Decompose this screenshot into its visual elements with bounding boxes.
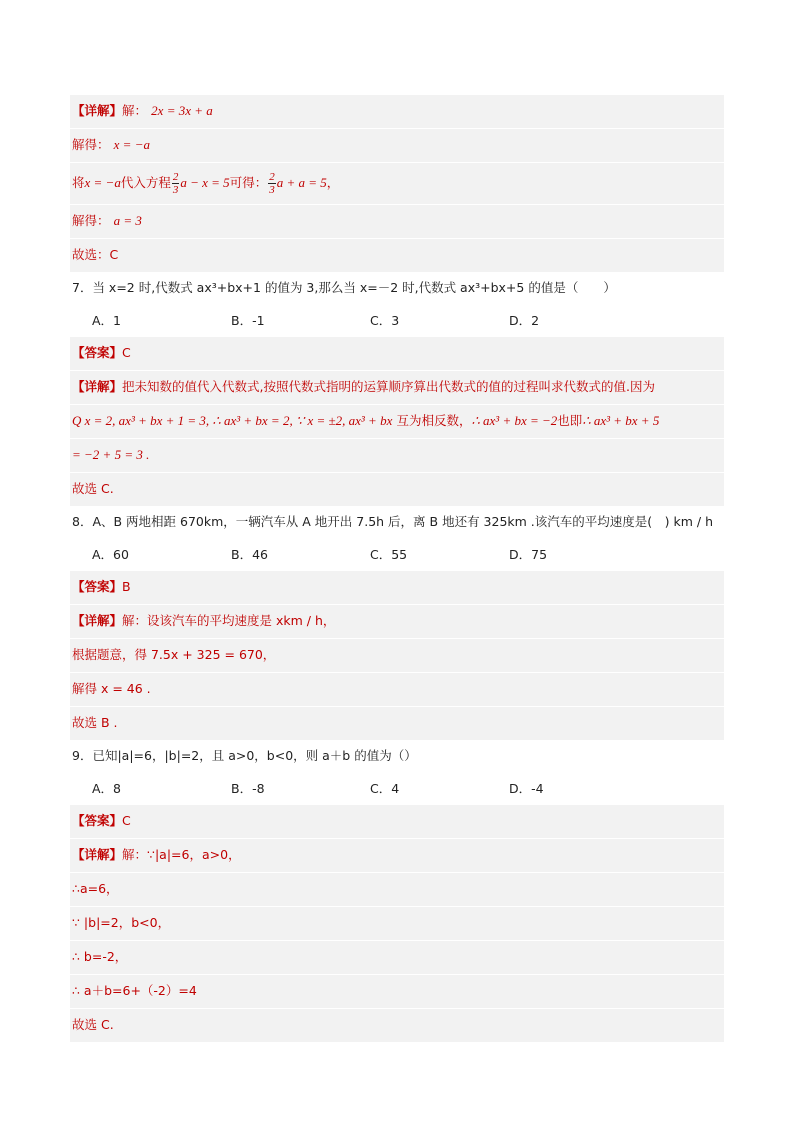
q6-conclusion bbox=[70, 239, 724, 272]
detail-tag: 【详解】 bbox=[72, 613, 123, 628]
answer-value: B bbox=[122, 579, 131, 594]
equation: 2x = 3x + a bbox=[151, 103, 213, 118]
detail-text: 解得： bbox=[72, 137, 110, 152]
option-b: B．46 bbox=[231, 547, 268, 562]
option-c: C．55 bbox=[370, 547, 408, 562]
detail-text: 也即 bbox=[557, 413, 583, 428]
conclusion-text: 故选：C bbox=[72, 247, 119, 262]
q7-detail-line-1 bbox=[70, 371, 724, 405]
fraction-numerator: 2 bbox=[269, 171, 275, 183]
equation: x = −a bbox=[84, 175, 121, 190]
fraction-numerator: 2 bbox=[172, 171, 179, 183]
option-a: A．60 bbox=[92, 547, 129, 562]
q8-detail-line-3 bbox=[70, 673, 724, 707]
detail-text: 互为相反数， bbox=[396, 413, 472, 428]
q6-detail-line-2 bbox=[70, 129, 724, 163]
detail-text: 把未知数的值代入代数式,按照代数式指明的运算顺序算出代数式的值的过程叫求代数式的值.因为 bbox=[122, 379, 655, 394]
q9-answer bbox=[70, 805, 724, 839]
detail-text: 解得 x = 46 . bbox=[72, 681, 151, 696]
detail-tag: 【详解】 bbox=[72, 103, 123, 118]
question-text: 9．已知|a|=6，|b|=2，且 a>0，b<0，则 a＋b 的值为（） bbox=[72, 748, 417, 763]
detail-text: ∴ b=-2， bbox=[72, 949, 128, 964]
option-c: C．4 bbox=[370, 781, 400, 796]
detail-text: 解得： bbox=[72, 213, 110, 228]
answer-tag: 【答案】 bbox=[72, 813, 123, 828]
conclusion-text: 故选 B . bbox=[72, 715, 118, 730]
option-d: D．-4 bbox=[509, 781, 544, 796]
answer-value: C bbox=[122, 813, 131, 828]
q7-detail-line-2 bbox=[70, 405, 724, 439]
detail-text: ∴a=6， bbox=[72, 881, 119, 896]
answer-tag: 【答案】 bbox=[72, 579, 123, 594]
conclusion-text: 故选 C. bbox=[72, 481, 114, 496]
equation: a − x = 5 bbox=[180, 175, 230, 190]
option-c: C．3 bbox=[370, 313, 400, 328]
q7-answer bbox=[70, 337, 724, 371]
fraction-denominator: 3 bbox=[172, 184, 179, 196]
detail-text: ∵ |b|=2，b<0， bbox=[72, 915, 171, 930]
option-a: A．8 bbox=[92, 781, 122, 796]
equation: Q x = 2, ax³ + bx + 1 = 3, ∴ ax³ + bx = 2, ∵ x = ±2, ax³ + bx bbox=[72, 413, 393, 428]
answer-value: C bbox=[122, 345, 131, 360]
fraction-denominator: 3 bbox=[269, 184, 275, 196]
fraction bbox=[268, 171, 276, 196]
question-text: 8．A、B 两地相距 670km，一辆汽车从 A 地开出 7.5h 后，离 B 地还有 325km .该汽车的平均速度是( ) km / h bbox=[72, 514, 713, 529]
detail-tag: 【详解】 bbox=[72, 379, 123, 394]
conclusion-text: 故选 C. bbox=[72, 1017, 114, 1032]
detail-text: 将 bbox=[72, 175, 85, 190]
q9-detail-line-1 bbox=[70, 839, 724, 873]
q8-detail-line-2 bbox=[70, 639, 724, 673]
q8-detail-line-1 bbox=[70, 605, 724, 639]
q7-detail-line-3 bbox=[70, 439, 724, 473]
fraction bbox=[172, 171, 180, 196]
q9-detail-line-4 bbox=[70, 941, 724, 975]
option-b: B．-1 bbox=[231, 313, 265, 328]
q9-stem bbox=[70, 740, 724, 773]
document-page bbox=[70, 95, 724, 1042]
detail-tag: 【详解】 bbox=[72, 847, 123, 862]
equation: x = −a bbox=[113, 137, 150, 152]
q8-stem bbox=[70, 506, 724, 539]
q9-options bbox=[70, 773, 724, 805]
equation: = −2 + 5 = 3 . bbox=[72, 447, 150, 462]
option-d: D．2 bbox=[509, 313, 540, 328]
option-d: D．75 bbox=[509, 547, 548, 562]
equation: ∴ ax³ + bx = −2 bbox=[471, 413, 558, 428]
equation: a + a = 5 bbox=[276, 175, 327, 190]
detail-text: 代入方程 bbox=[120, 175, 171, 190]
detail-text: 解：∵|a|=6，a>0， bbox=[122, 847, 241, 862]
detail-text: 解：设该汽车的平均速度是 xkm / h， bbox=[122, 613, 336, 628]
q7-conclusion bbox=[70, 473, 724, 506]
option-b: B．-8 bbox=[231, 781, 265, 796]
question-text: 7．当 x=2 时,代数式 ax³+bx+1 的值为 3,那么当 x=－2 时,代数式 ax³+bx+5 的值是（ ） bbox=[72, 280, 616, 295]
detail-text: ∴ a＋b=6+（-2）=4 bbox=[72, 983, 197, 998]
q8-answer bbox=[70, 571, 724, 605]
q9-conclusion bbox=[70, 1009, 724, 1042]
q8-options bbox=[70, 539, 724, 571]
equation: ∴ ax³ + bx + 5 bbox=[582, 413, 660, 428]
q9-detail-line-3 bbox=[70, 907, 724, 941]
detail-text: 可得： bbox=[229, 175, 268, 190]
answer-tag: 【答案】 bbox=[72, 345, 123, 360]
q7-stem bbox=[70, 272, 724, 305]
q7-options bbox=[70, 305, 724, 337]
detail-text: 解： bbox=[122, 103, 148, 118]
q8-conclusion bbox=[70, 707, 724, 740]
q6-detail-line-4 bbox=[70, 205, 724, 239]
q9-detail-line-5 bbox=[70, 975, 724, 1009]
q6-detail-line-1 bbox=[70, 95, 724, 129]
option-a: A．1 bbox=[92, 313, 122, 328]
q9-detail-line-2 bbox=[70, 873, 724, 907]
detail-text: 根据题意，得 7.5x + 325 = 670， bbox=[72, 647, 276, 662]
detail-text: ， bbox=[326, 175, 340, 190]
equation: a = 3 bbox=[113, 213, 142, 228]
q6-detail-line-3 bbox=[70, 163, 724, 205]
